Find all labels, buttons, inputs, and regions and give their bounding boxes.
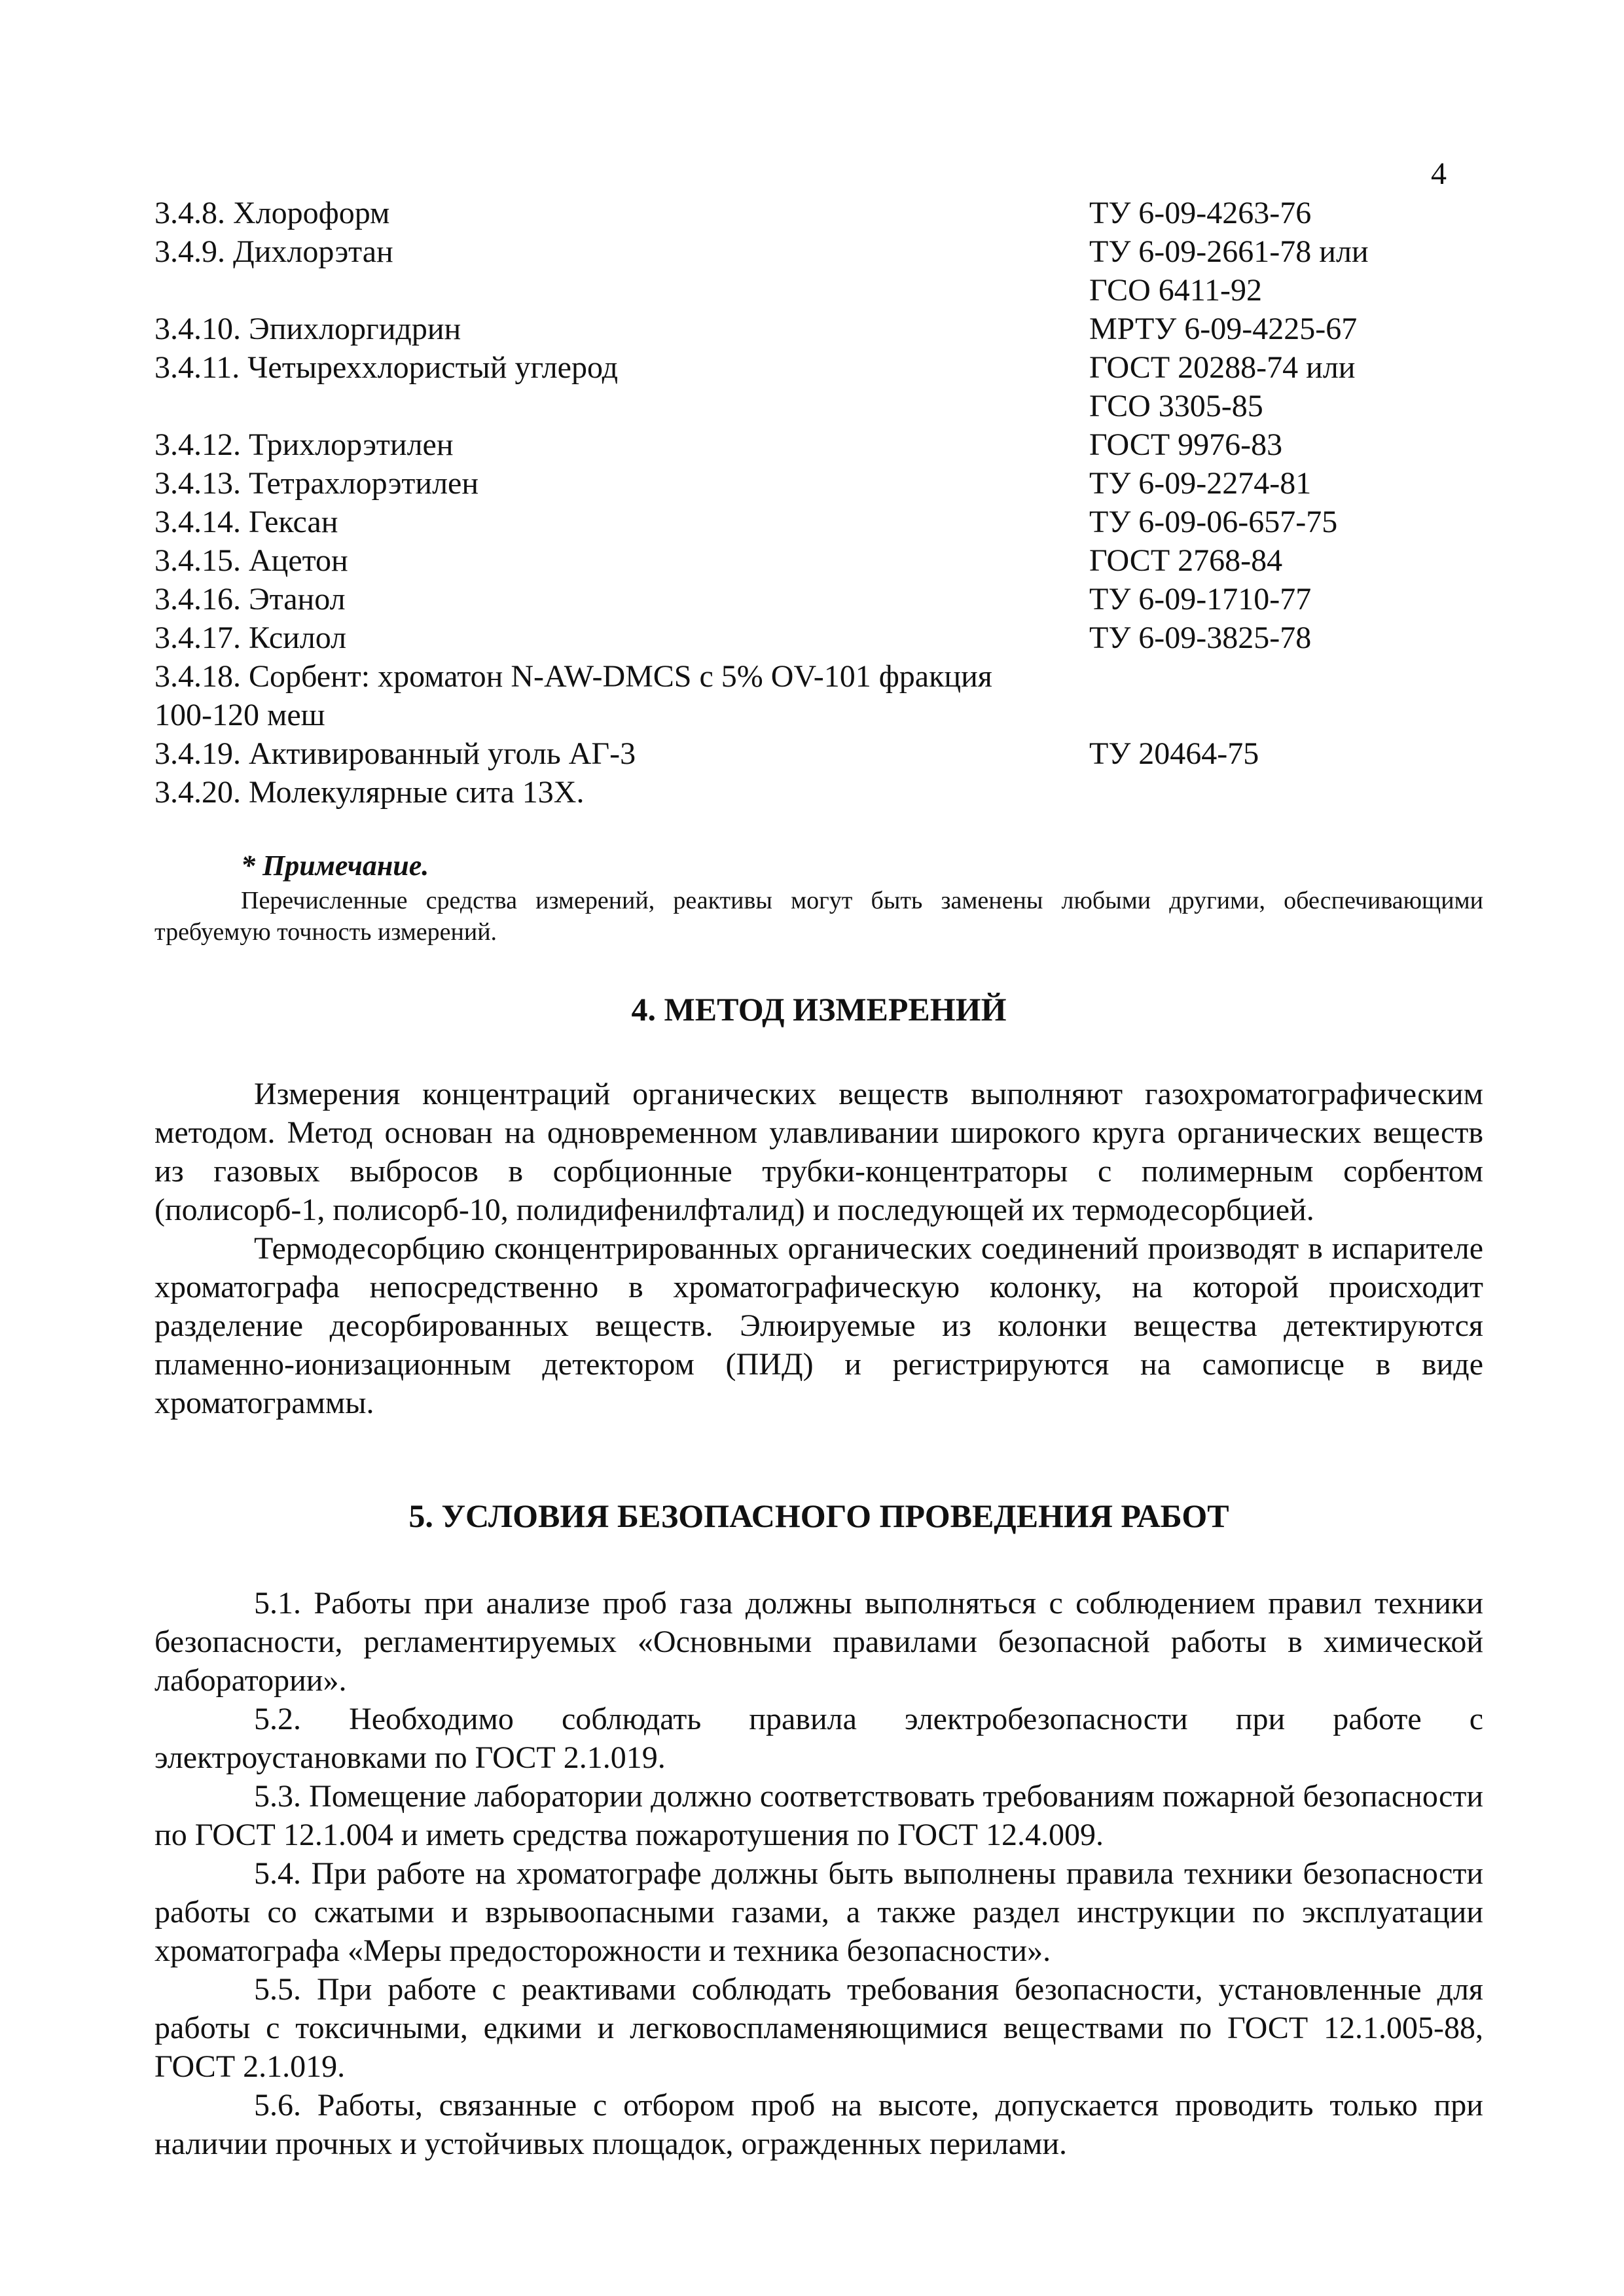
reagent-row xyxy=(154,619,1483,657)
paragraph: 5.1. Работы при анализе проб газа должны выполняться с соблюдением правил техники безопасности, регламентируемых «Основными правилами безопасной работы в химической лаборатории». xyxy=(154,1586,1483,1698)
reagent-name: 3.4.17. Ксилол xyxy=(154,620,347,655)
reagent-name xyxy=(154,271,1089,310)
reagent-standard: ТУ 20464-75 xyxy=(1089,736,1259,771)
reagent-row xyxy=(154,464,1483,503)
reagent-list xyxy=(154,194,1483,812)
paragraph: Измерения концентраций органических веществ выполняют газохроматографическим методом. Метод основан на одновременном улавливании широкого круга органических веществ из газовых выбросов в сорбционные трубки-концентраторы с полимерным сорбентом (полисорб-1, полисорб-10, полидифенилфталид) и последующей их термодесорбцией. xyxy=(154,1077,1483,1227)
section-title: 5. УСЛОВИЯ БЕЗОПАСНОГО ПРОВЕДЕНИЯ РАБОТ xyxy=(408,1498,1229,1534)
reagent-row xyxy=(154,773,1483,812)
reagent-standard: ТУ 6-09-2274-81 xyxy=(1089,466,1312,501)
paragraph: 5.2. Необходимо соблюдать правила электробезопасности при работе с электроустановками по ГОСТ 2.1.019. xyxy=(154,1702,1483,1775)
page-number: 4 xyxy=(1431,156,1447,191)
reagent-name: 3.4.10. Эпихлоргидрин xyxy=(154,312,461,346)
reagent-name: 3.4.16. Этанол xyxy=(154,582,346,617)
reagent-row xyxy=(154,232,1483,271)
reagent-row xyxy=(154,696,1483,734)
reagent-name: 3.4.12. Трихлорэтилен xyxy=(154,427,454,462)
reagent-standard: ТУ 6-09-06-657-75 xyxy=(1089,505,1338,539)
reagent-row xyxy=(154,503,1483,541)
reagent-standard: ТУ 6-09-4263-76 xyxy=(1089,196,1312,230)
reagent-name: 3.4.8. Хлороформ xyxy=(154,196,390,230)
reagent-standard: ГОСТ 20288-74 или xyxy=(1089,350,1356,385)
reagent-row xyxy=(154,734,1483,773)
reagent-standard: ТУ 6-09-1710-77 xyxy=(1089,582,1312,617)
reagent-row xyxy=(154,541,1483,580)
note-text: Перечисленные средства измерений, реактивы могут быть заменены любыми другими, обеспечивающими требуемую точность измерений. xyxy=(154,887,1483,946)
reagent-row xyxy=(154,310,1483,348)
reagent-row xyxy=(154,348,1483,387)
note-block xyxy=(154,848,1483,948)
reagent-name xyxy=(154,387,1089,425)
reagent-row xyxy=(154,425,1483,464)
reagent-name: 3.4.15. Ацетон xyxy=(154,543,348,578)
reagent-name: 3.4.13. Тетрахлорэтилен xyxy=(154,466,479,501)
reagent-row xyxy=(154,580,1483,619)
reagent-standard: ТУ 6-09-2661-78 или xyxy=(1089,234,1369,269)
reagent-standard xyxy=(1089,696,1483,734)
reagent-name: 100-120 меш xyxy=(154,698,325,732)
reagent-name: 3.4.18. Сорбент: хроматон N-AW-DMCS с 5% OV-101 фракция xyxy=(154,659,992,694)
reagent-standard: ТУ 6-09-3825-78 xyxy=(1089,620,1312,655)
reagent-row xyxy=(154,271,1483,310)
reagent-row xyxy=(154,387,1483,425)
reagent-standard: ГСО 6411-92 xyxy=(1089,273,1262,308)
paragraph: 5.4. При работе на хроматографе должны быть выполнены правила техники безопасности работы со сжатыми и взрывоопасными газами, а также раздел инструкции по эксплуатации хроматографа «Меры предосторожности и техника безопасности». xyxy=(154,1856,1483,1968)
paragraph: Термодесорбцию сконцентрированных органических соединений производят в испарителе хроматографа непосредственно в хроматографическую колонку, на которой происходит разделение десорбированных веществ. Элюируемые из колонки вещества детектируются пламенно-ионизационным детектором (ПИД) и регистрируются на самописце в виде хроматограммы. xyxy=(154,1231,1483,1420)
section-title: 4. МЕТОД ИЗМЕРЕНИЙ xyxy=(631,991,1007,1028)
reagent-standard: ГОСТ 9976-83 xyxy=(1089,427,1283,462)
note-title: * Примечание. xyxy=(241,850,429,882)
reagent-standard xyxy=(1136,657,1483,696)
paragraph: 5.5. При работе с реактивами соблюдать требования безопасности, установленные для работы с токсичными, едкими и легковоспламеняющимися веществами по ГОСТ 12.1.005-88, ГОСТ 2.1.019. xyxy=(154,1972,1483,2084)
reagent-standard: ГОСТ 2768-84 xyxy=(1089,543,1283,578)
section-measurement-method xyxy=(154,990,1483,1422)
section-safety-conditions xyxy=(154,1496,1483,2163)
reagent-name: 3.4.19. Активированный уголь АГ-3 xyxy=(154,736,636,771)
reagent-standard xyxy=(1089,773,1483,812)
reagent-name: 3.4.11. Четыреххлористый углерод xyxy=(154,350,619,385)
paragraph: 5.3. Помещение лаборатории должно соответствовать требованиям пожарной безопасности по ГОСТ 12.1.004 и иметь средства пожаротушения по ГОСТ 12.4.009. xyxy=(154,1779,1483,1852)
reagent-name: 3.4.9. Дихлорэтан xyxy=(154,234,393,269)
reagent-standard: МРТУ 6-09-4225-67 xyxy=(1089,312,1358,346)
reagent-row xyxy=(154,657,1483,696)
reagent-name: 3.4.20. Молекулярные сита 13Х. xyxy=(154,775,585,810)
reagent-standard: ГСО 3305-85 xyxy=(1089,389,1263,423)
reagent-row xyxy=(154,194,1483,232)
reagent-name: 3.4.14. Гексан xyxy=(154,505,338,539)
paragraph: 5.6. Работы, связанные с отбором проб на высоте, допускается проводить только при наличии прочных и устойчивых площадок, огражденных перилами. xyxy=(154,2088,1483,2161)
